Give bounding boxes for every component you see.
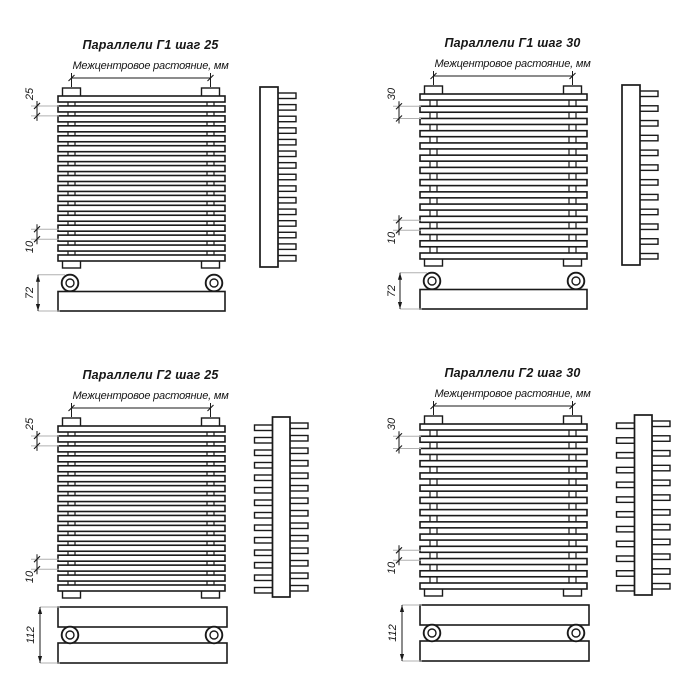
step-dimension-value: 25: [24, 87, 36, 101]
quadrant-g1-step-30: [380, 28, 700, 366]
depth-dimension-value: 112: [25, 626, 37, 644]
gap-dimension-value: 10: [386, 562, 398, 575]
radiator-drawing-g1-30: [380, 28, 700, 366]
drawing-title: Параллели Г1 шаг 30: [444, 36, 581, 50]
drawing-title: Параллели Г2 шаг 30: [444, 366, 581, 380]
center-distance-label: Межцентровое растояние, мм: [72, 390, 229, 402]
step-dimension-value: 30: [386, 88, 398, 101]
center-distance-label: Межцентровое растояние, мм: [434, 388, 591, 400]
gap-dimension-value: 10: [24, 241, 36, 254]
gap-dimension-value: 10: [24, 571, 36, 584]
radiator-drawing-g2-25: [18, 360, 358, 698]
quadrant-g1-step-25: [18, 30, 358, 368]
radiator-drawing-g2-30: [380, 358, 700, 696]
drawing-title: Параллели Г2 шаг 25: [82, 368, 219, 382]
depth-dimension-value: 72: [386, 284, 398, 298]
gap-dimension-value: 10: [386, 232, 398, 245]
quadrant-g2-step-30: [380, 358, 700, 696]
drawing-title: Параллели Г1 шаг 25: [82, 38, 219, 52]
center-distance-label: Межцентровое растояние, мм: [72, 60, 229, 72]
step-dimension-value: 30: [386, 418, 398, 431]
depth-dimension-value: 112: [387, 624, 399, 642]
depth-dimension-value: 72: [24, 286, 36, 300]
radiator-drawing-g1-25: [18, 30, 358, 368]
center-distance-label: Межцентровое растояние, мм: [434, 58, 591, 70]
step-dimension-value: 25: [24, 417, 36, 431]
quadrant-g2-step-25: [18, 360, 358, 698]
